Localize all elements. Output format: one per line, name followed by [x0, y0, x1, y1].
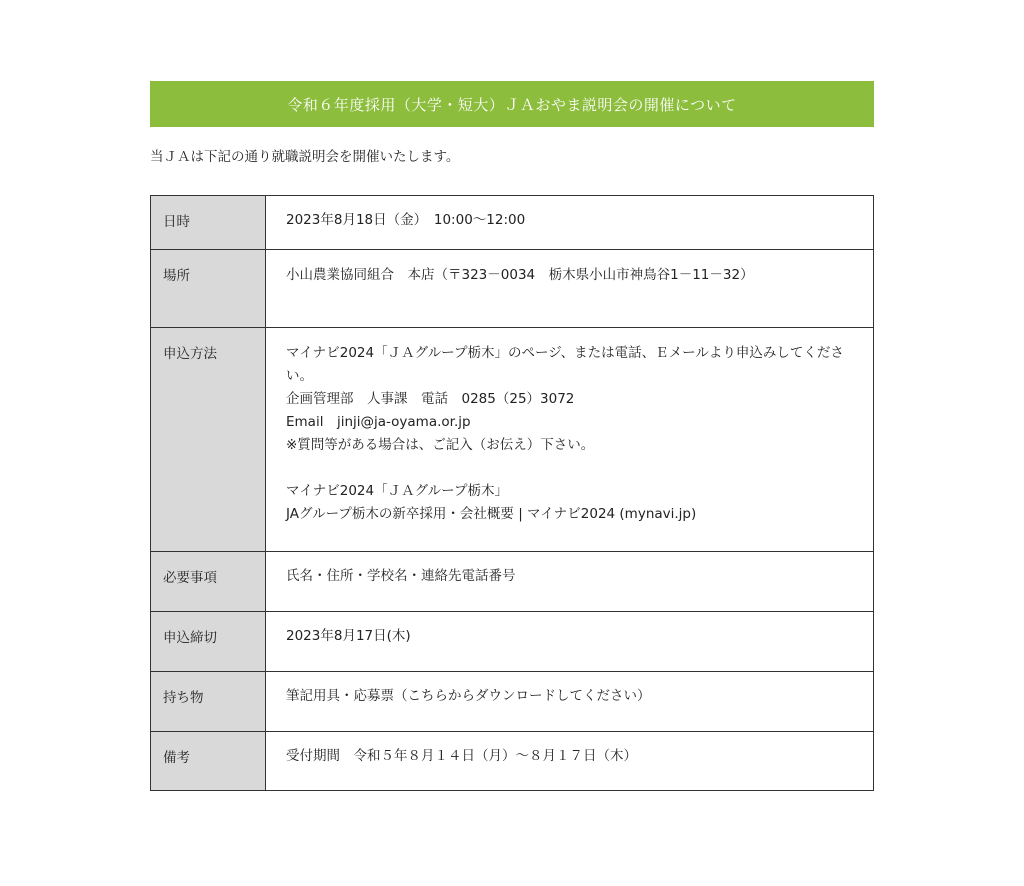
spacer: [286, 457, 853, 480]
row-value-datetime: 2023年8月18日（金） 10:00～12:00: [266, 196, 874, 250]
row-value-belongings: 筆記用具・応募票（こちらからダウンロードしてください）: [266, 672, 874, 732]
row-value-requirements: 氏名・住所・学校名・連絡先電話番号: [266, 552, 874, 612]
row-label-requirements: 必要事項: [151, 552, 266, 612]
page-title: 令和６年度採用（大学・短大）ＪＡおやま説明会の開催について: [150, 81, 874, 127]
mynavi-label: マイナビ2024「ＪＡグループ栃木」: [286, 483, 509, 499]
table-row-location: [151, 250, 874, 328]
row-value-apply-method: [266, 328, 874, 552]
mynavi-link[interactable]: JAグループ栃木の新卒採用・会社概要 | マイナビ2024 (mynavi.jp): [286, 506, 697, 522]
row-label-datetime: 日時: [151, 196, 266, 250]
table-row-deadline: [151, 612, 874, 672]
intro-text: 当ＪＡは下記の通り就職説明会を開催いたします。: [150, 149, 460, 165]
apply-instructions: マイナビ2024「ＪＡグループ栃木」のページ、または電話、Ｅメールより申込みしてください。: [286, 345, 844, 384]
row-label-belongings: 持ち物: [151, 672, 266, 732]
table-row-datetime: [151, 196, 874, 250]
row-label-deadline: 申込締切: [151, 612, 266, 672]
row-label-location: 場所: [151, 250, 266, 328]
info-table: [150, 195, 874, 791]
apply-phone: 企画管理部 人事課 電話 0285（25）3072: [286, 391, 575, 407]
table-row-belongings: [151, 672, 874, 732]
table-row-remarks: [151, 732, 874, 791]
row-label-apply-method: 申込方法: [151, 328, 266, 552]
row-value-remarks: 受付期間 令和５年８月１４日（月）～８月１７日（木）: [266, 732, 874, 791]
apply-note: ※質問等がある場合は、ご記入（お伝え）下さい。: [286, 437, 595, 453]
row-value-location: 小山農業協同組合 本店（〒323－0034 栃木県小山市神鳥谷1－11－32）: [266, 250, 874, 328]
apply-email[interactable]: Email jinji@ja-oyama.or.jp: [286, 414, 471, 430]
row-value-deadline: 2023年8月17日(木): [266, 612, 874, 672]
table-row-requirements: [151, 552, 874, 612]
table-row-apply-method: [151, 328, 874, 552]
row-label-remarks: 備考: [151, 732, 266, 791]
